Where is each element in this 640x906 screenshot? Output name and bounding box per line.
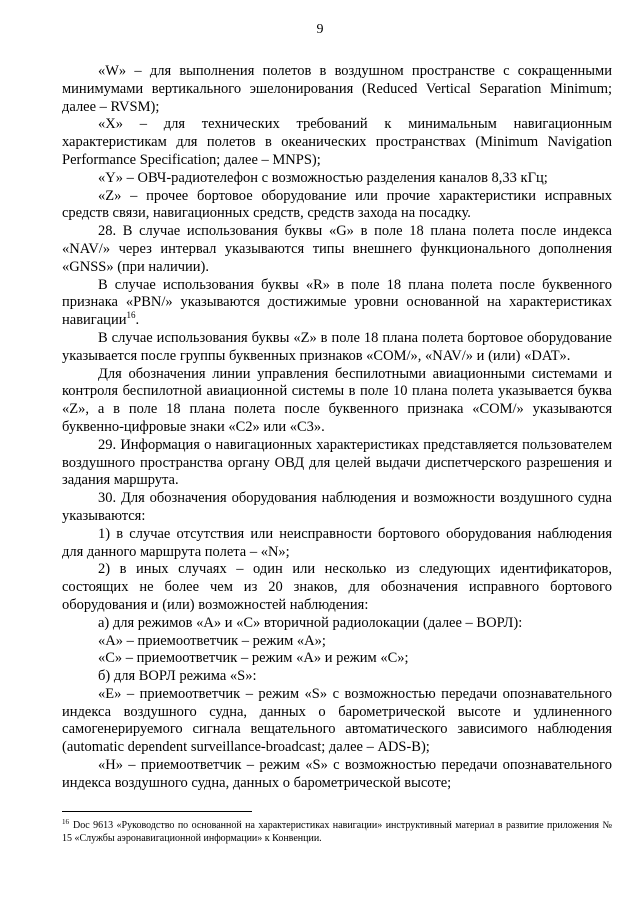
paragraph-x: «X» – для технических требований к минимальным навигационным характеристикам для полетов в океанических пространствах (Minimum Navigation Performance Specification; далее – MNPS); [62, 116, 612, 168]
paragraph-30: 30. Для обозначения оборудования наблюдения и возможности воздушного судна указываются: [62, 490, 612, 524]
paragraph-30-b: б) для ВОРЛ режима «S»: [98, 668, 257, 685]
body-text [62, 63, 612, 793]
footnote-number: 16 [62, 817, 69, 826]
page-number: 9 [316, 22, 324, 37]
paragraph-28: 28. В случае использования буквы «G» в поле 18 плана полета после индекса «NAV/» через интервал указываются типы внешнего функционального дополнения «GNSS» (при наличии). [62, 223, 612, 275]
paragraph-30-1: 1) в случае отсутствия или неисправности бортового оборудования наблюдения для данного маршрута полета – «N»; [62, 525, 612, 560]
paragraph-pbn-suffix: . [135, 312, 140, 329]
paragraph-z: «Z» – прочее бортовое оборудование или прочие характеристики исправных средств связи, навигационных средств, средств захода на посадку. [62, 187, 612, 222]
paragraph-30-a: а) для режимов «A» и «C» вторичной радиолокации (далее – ВОРЛ): [98, 614, 523, 631]
paragraph-c: «C» – приемоответчик – режим «A» и режим «C»; [98, 650, 409, 667]
paragraph-29: 29. Информация о навигационных характеристиках представляется пользователем воздушного пространства органу ОВД для целей выдачи диспетчерского разрешения и задания маршрута. [62, 436, 612, 489]
paragraph-e: «E» – приемоответчик – режим «S» с возможностью передачи опознавательного индекса воздушного судна, данных о барометрической высоте и удлиненного самогенерируемого сигнала вещательного автоматического зависимого наблюдения (automatic dependent surveillance-broadcast; далее – ADS-B); [62, 685, 612, 756]
footnote-ref: 16 [126, 310, 136, 321]
paragraph-pbn [62, 277, 612, 330]
paragraph-z-usage: В случае использования буквы «Z» в поле 18 плана полета бортовое оборудование указывается после группы буквенных признаков «COM/», «NAV/» и (или) «DAT». [62, 329, 612, 364]
paragraph-a: «A» – приемоответчик – режим «A»; [98, 632, 326, 649]
paragraph-30-2: 2) в иных случаях – один или несколько из следующих идентификаторов, состоящих не более чем из 20 знаков, для обозначения исправного бортового оборудования и (или) возможностей наблюдения: [62, 561, 612, 613]
paragraph-w: «W» – для выполнения полетов в воздушном пространстве с сокращенными минимумами вертикального эшелонирования (Reduced Vertical Separation Minimum; далее – RVSM); [62, 63, 612, 115]
paragraph-uas: Для обозначения линии управления беспилотными авиационными системами и контроля беспилотной авиационной системы в поле 10 плана полета указывается буква «Z», а в поле 18 плана полета после буквенного признака «COM/» указываются буквенно-цифровые знаки «C2» или «C3». [62, 365, 612, 435]
paragraph-pbn-text: В случае использования буквы «R» в поле 18 плана полета после буквенного признака «PBN/» указываются достижимые уровни основанной на характеристиках навигации [62, 276, 612, 329]
footnote-divider [62, 811, 252, 812]
paragraph-h: «H» – приемоответчик – режим «S» с возможностью передачи опознавательного индекса воздушного судна, данных о барометрической высоте; [62, 757, 612, 791]
paragraph-y: «Y» – ОВЧ-радиотелефон с возможностью разделения каналов 8,33 кГц; [98, 169, 548, 186]
footnote [62, 819, 612, 845]
footnote-text: Doc 9613 «Руководство по основанной на характеристиках навигации» инструктивный материал в развитие приложения № 15 «Службы аэронавигационной информации» к Конвенции. [62, 820, 612, 844]
